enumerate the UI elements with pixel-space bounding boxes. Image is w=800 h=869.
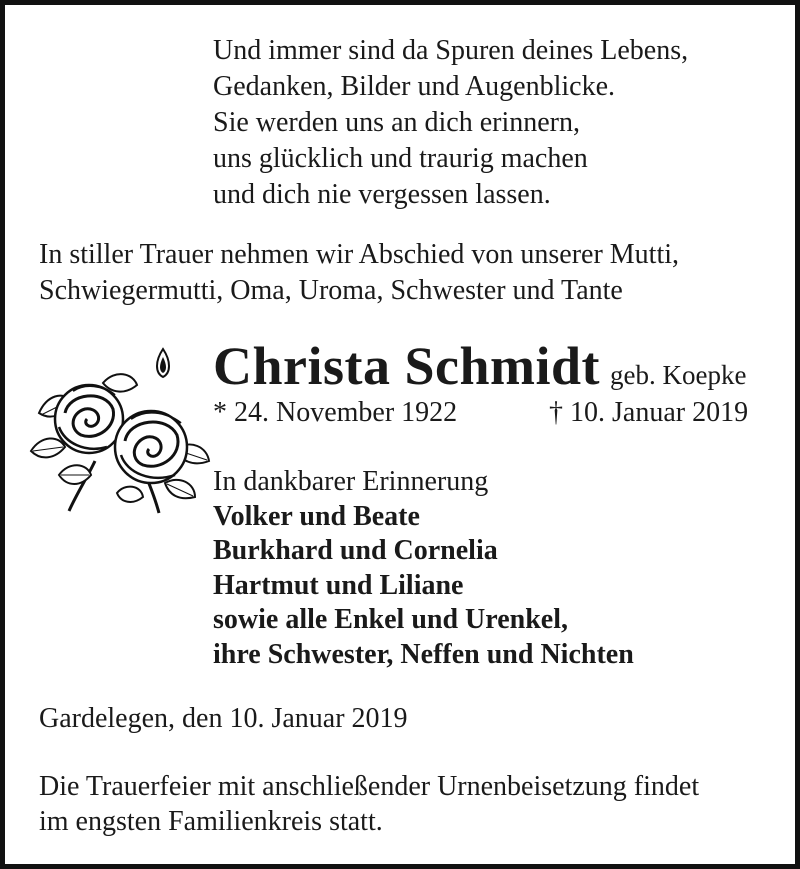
maiden-name: geb. Koepke <box>610 360 747 390</box>
mourner-line: Volker und Beate <box>213 500 420 532</box>
poem-line: Sie werden uns an dich erinnern, <box>213 107 580 138</box>
mourners-block <box>213 465 634 672</box>
deceased-name: Christa Schmidt <box>213 336 601 396</box>
mourner-line: Hartmut und Liliane <box>213 569 464 601</box>
poem-line: und dich nie vergessen lassen. <box>213 179 551 210</box>
mourner-line: Burkhard und Cornelia <box>213 535 498 566</box>
funeral-notice <box>39 769 699 839</box>
deceased-name-line <box>213 335 746 397</box>
place-and-date: Gardelegen, den 10. Januar 2019 <box>39 703 408 734</box>
birth-date: * 24. November 1922 <box>213 397 458 428</box>
funeral-notice-line: Die Trauerfeier mit anschließender Urnenbeisetzung findet <box>39 771 700 802</box>
roses-with-candle-icon <box>25 343 215 523</box>
intro-text <box>39 237 679 309</box>
intro-line: Schwiegermutti, Oma, Uroma, Schwester und Tante <box>39 275 623 306</box>
mourner-line: ihre Schwester, Neffen und Nichten <box>213 638 634 670</box>
intro-line: In stiller Trauer nehmen wir Abschied von unserer Mutti, <box>39 239 680 270</box>
mourners-heading: In dankbarer Erinnerung <box>213 466 489 497</box>
death-date: † 10. Januar 2019 <box>549 397 749 428</box>
poem <box>213 33 688 213</box>
poem-line: uns glücklich und traurig machen <box>213 143 588 174</box>
mourner-line: sowie alle Enkel und Urenkel, <box>213 604 568 635</box>
funeral-notice-line: im engsten Familienkreis statt. <box>39 806 383 837</box>
poem-line: Gedanken, Bilder und Augenblicke. <box>213 71 616 102</box>
poem-line: Und immer sind da Spuren deines Lebens, <box>213 35 689 66</box>
